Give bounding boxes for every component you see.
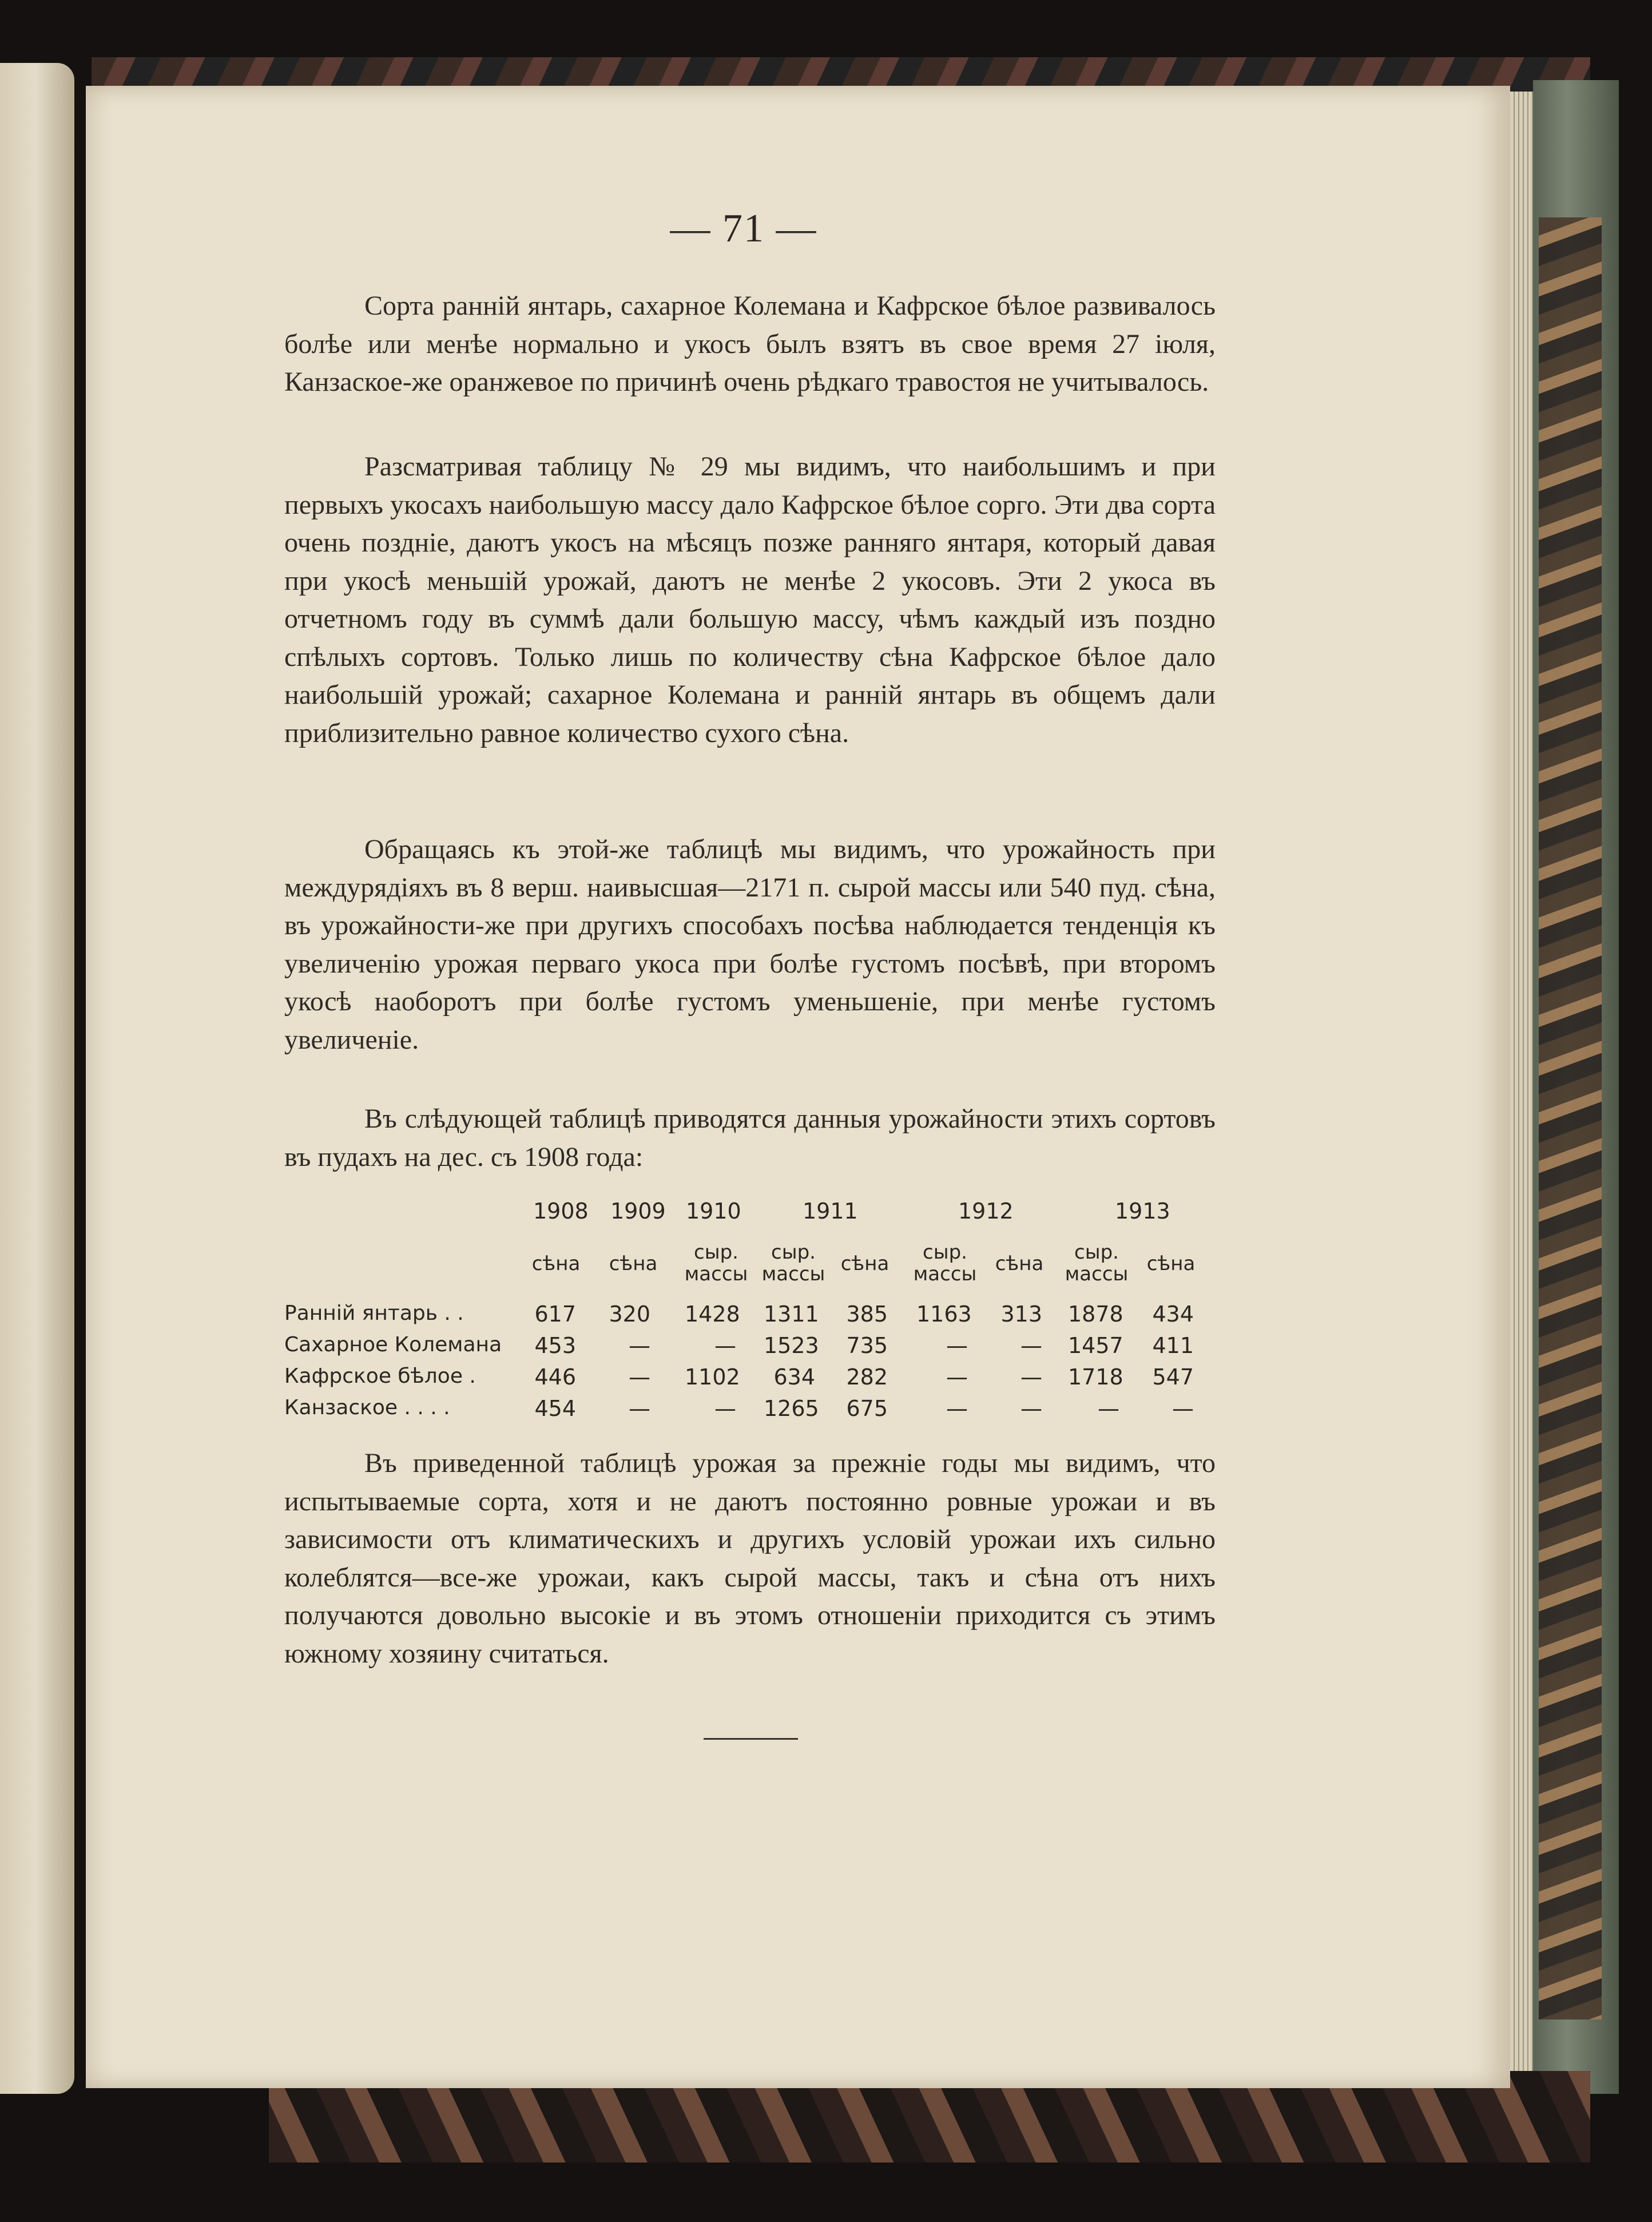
year-header: 1909 [610, 1199, 666, 1224]
table-cell: 411 [1152, 1333, 1194, 1358]
column-header: сѣна [840, 1252, 889, 1275]
paragraph: Разсматривая таблицу № 29 мы видимъ, что наибольшимъ и при первыхъ укосахъ наибольшую массу дало Кафрское бѣлое сорго. Эти два сорта очень поздніе, даютъ укосъ на мѣсяцъ позже ранняго янтаря, который давая при укосѣ меньшій урожай, даютъ не менѣе 2 укосовъ. Эти 2 укоса въ отчетномъ году въ суммѣ дали большую массу, чѣмъ каждый изъ поздно спѣлыхъ сортовъ. Только лишь по количеству сѣна Кафрское бѣлое дало наибольшій урожай; сахарное Колемана и ранній янтарь въ общемъ дали приблизительно равное количество сухого сѣна. [284, 451, 1216, 748]
table-cell: 282 [846, 1364, 888, 1390]
table-cell: — [1020, 1396, 1042, 1421]
table-cell: 1523 [764, 1333, 819, 1358]
column-header: сыр. массы [761, 1241, 825, 1285]
table-cell: — [714, 1333, 736, 1358]
table-cell: 446 [534, 1364, 576, 1390]
table-cell: 1311 [764, 1302, 819, 1327]
table-cell: 453 [534, 1333, 576, 1358]
column-header: сѣна [531, 1252, 581, 1275]
table-cell: — [1020, 1333, 1042, 1358]
year-header: 1910 [686, 1199, 741, 1224]
row-label: Канзаское . . . . [284, 1396, 450, 1419]
column-header: сѣна [609, 1252, 658, 1275]
page-stack-edge [1510, 92, 1533, 2082]
year-header: 1908 [533, 1199, 589, 1224]
paragraph: Сорта ранній янтарь, сахарное Колемана и Кафрское бѣлое развивалось болѣе или менѣе нормально и укосъ былъ взятъ въ свое время 27 іюля, Канзаское-же оранжевое по причинѣ очень рѣдкаго травостоя не учитывалось. [284, 291, 1216, 397]
year-header: 1913 [1115, 1199, 1170, 1224]
year-header: 1911 [803, 1199, 858, 1224]
table-cell: 313 [1000, 1302, 1042, 1327]
column-header: сѣна [1146, 1252, 1196, 1275]
table-cell: 675 [846, 1396, 888, 1421]
table-cell: 634 [773, 1364, 815, 1390]
table-cell: — [946, 1364, 968, 1390]
year-header: 1912 [958, 1199, 1014, 1224]
row-label: Сахарное Колемана [284, 1333, 502, 1356]
table-cell: 547 [1152, 1364, 1194, 1390]
section-divider [704, 1738, 798, 1740]
table-cell: 320 [609, 1302, 650, 1327]
table-cell: 434 [1152, 1302, 1194, 1327]
book-cover-pattern [1539, 217, 1602, 2019]
table-cell: 1457 [1068, 1333, 1123, 1358]
table-cell: — [1098, 1396, 1119, 1421]
page-number: — 71 — [670, 207, 817, 251]
row-label: Кафрское бѣлое . [284, 1364, 476, 1388]
table-cell: 1878 [1068, 1302, 1123, 1327]
table-cell: — [629, 1333, 650, 1358]
table-cell: 1102 [685, 1364, 740, 1390]
table-cell: 454 [534, 1396, 576, 1421]
table-cell: — [629, 1364, 650, 1390]
paragraph: Обращаясь къ этой-же таблицѣ мы видимъ, что урожайность при междурядіяхъ въ 8 верш. наивысшая—2171 п. сырой массы или 540 пуд. сѣна, въ урожайности-же при другихъ способахъ посѣва наблюдается тенденція къ увеличенію урожая перваго укоса при болѣе густомъ посѣвѣ, при второмъ укосѣ наоборотъ при болѣе густомъ уменьшеніе, при менѣе густомъ увеличеніе. [284, 834, 1216, 1055]
column-header: сыр. массы [684, 1241, 748, 1285]
adjacent-page-edge [0, 63, 74, 2094]
column-header: сыр. массы [913, 1241, 977, 1285]
column-header: сѣна [995, 1252, 1044, 1275]
table-cell: — [714, 1396, 736, 1421]
table-cell: — [1172, 1396, 1194, 1421]
paragraph: Въ приведенной таблицѣ урожая за прежніе годы мы видимъ, что испытываемые сорта, хотя и не даютъ постоянно ровные урожаи и въ зависимости отъ климатическихъ и другихъ условій урожаи ихъ сильно колеблятся—все-же урожаи, какъ сырой массы, такъ и сѣна отъ нихъ получаются довольно высокіе и въ этомъ отношеніи приходится съ этимъ южному хозяину считаться. [284, 1448, 1216, 1669]
table-cell: 617 [534, 1302, 576, 1327]
table-cell: — [946, 1396, 968, 1421]
table-cell: 1265 [764, 1396, 819, 1421]
table-cell: — [1020, 1364, 1042, 1390]
table-cell: — [629, 1396, 650, 1421]
table-cell: 735 [846, 1333, 888, 1358]
table-cell: 1163 [916, 1302, 972, 1327]
row-label: Ранній янтарь . . [284, 1302, 464, 1325]
table-cell: — [946, 1333, 968, 1358]
paragraph: Въ слѣдующей таблицѣ приводятся данныя урожайности этихъ сортовъ въ пудахъ на дес. съ 1908 года: [284, 1104, 1216, 1172]
table-cell: 1428 [685, 1302, 740, 1327]
table-cell: 385 [846, 1302, 888, 1327]
table-cell: 1718 [1068, 1364, 1123, 1390]
column-header: сыр. массы [1065, 1241, 1129, 1285]
